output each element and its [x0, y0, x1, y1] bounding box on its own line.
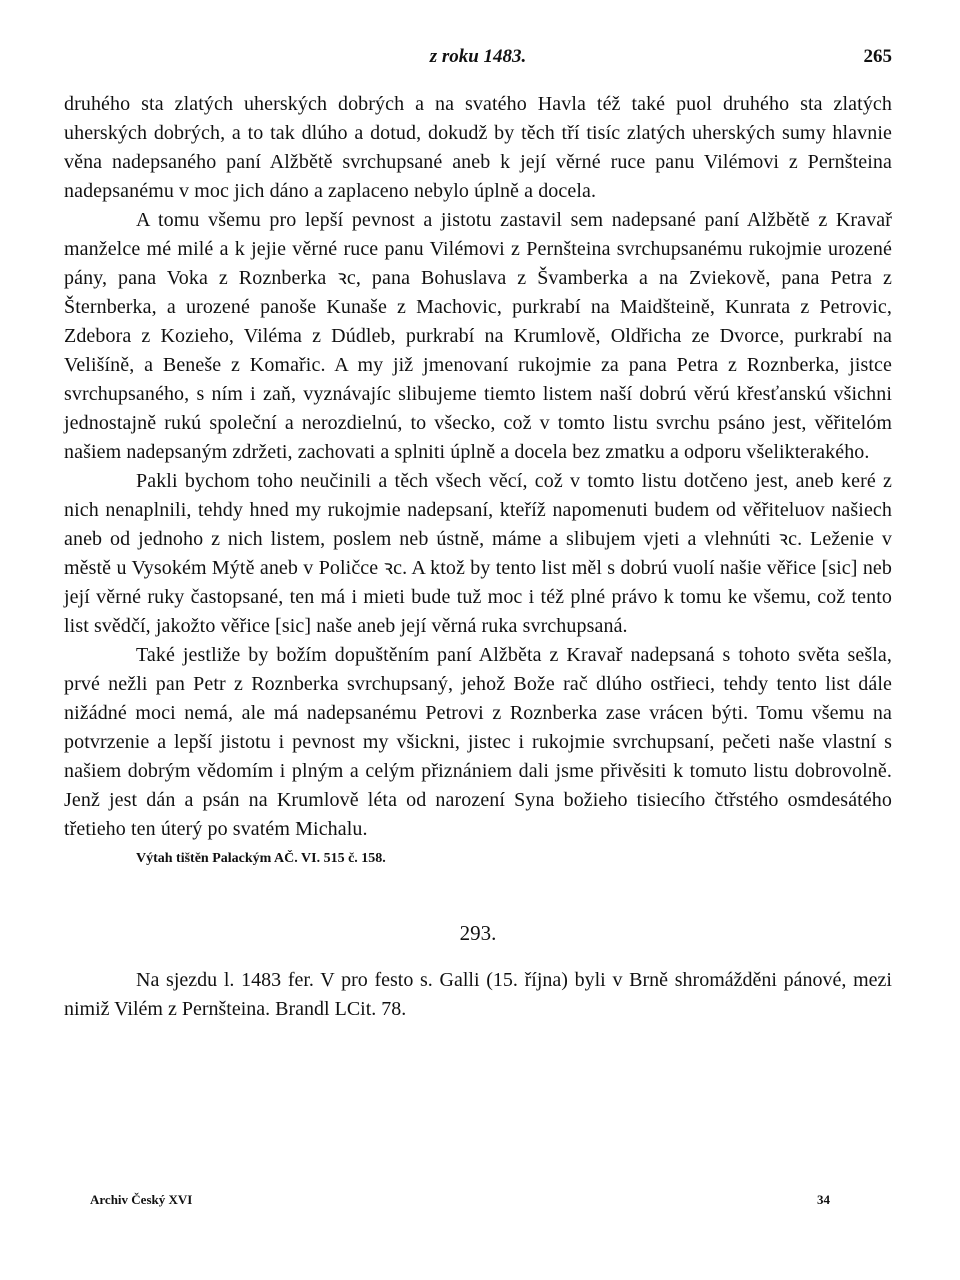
- running-head: [64, 40, 892, 76]
- book-page: [64, 40, 892, 1024]
- document-number: 293.: [459, 921, 497, 945]
- paragraph-continuation: druhého sta zlatých uherských dobrých a na svatého Havla též také puol druhého sta zlatých uherských dobrých, a to tak dlúho a dotud, dokudž by těch tří tisíc zlatých uherských sumy hlavnie věna nadepsaného paní Alžbětě svrchupsané aneb k její věrné ruce panu Vilémovi z Pernšteina nadepsanému v moc jich dáno a zaplaceno nebylo úplně a docela.: [64, 93, 892, 202]
- document-abstract: [64, 966, 892, 1024]
- paragraph-obligations: Pakli bychom toho neučinili a těch všech věcí, což v tomto listu dotčeno jest, aneb keré z nich nenaplnili, tehdy hned my rukojmie nadepsaní, kteříž napomenuti budem od věřiteluov našiech aneb od jednoho z nich listem, poslem neb ústně, máme a slibujem vjeti a vlehnúti ꝛc. Leženie v městě u Vysokém Mýtě aneb v Poličce ꝛc. A ktož by tento list měl s dobrú vuolí našie věřice [sic] neb její věrné ruky častopsané, ten má i mieti bude tuž moc i též plné právo k tomu ke všemu, což tento list svědčí, jakožto věřice [sic] naše aneb její věrná ruka svrchupsaná.: [64, 470, 892, 637]
- document-body: [64, 90, 892, 844]
- page-footer: [90, 1192, 830, 1212]
- paragraph-conclusion: Také jestliže by božím dopuštěním paní Alžběta z Kravař nadepsaná s tohoto světa sešla, prvé nežli pan Petr z Roznberka svrchupsaný, jehož Bože rač dlúho ostřieci, tehdy tento list dále nižádné moci nemá, ale má nadepsanému Petrovi z Roznberka zase vrácen býti. Tomu všemu na potvrzenie a lepší jistotu i pevnost my všickni, jistec i rukojmie svrchupsaní, pečeti naše vlastní s našiem dobrým vědomím i plným a celým přiznániem dali jsme přivěsiti k tomuto listu dobrovolně. Jenž jest dán a psán na Krumlově léta od narození Syna božieho tisiecího čtřstého osmdesátého třetieho ten úterý po svatém Michalu.: [64, 644, 892, 840]
- page-number: 265: [863, 46, 892, 67]
- paragraph-guarantors: A tomu všemu pro lepší pevnost a jistotu zastavil sem nadepsané paní Alžbětě z Kravař manželce mé milé a k jejie věrné ruce panu Vilémovi z Pernšteina svrchupsanému rukojmie urozené pány, pana Voka z Roznberka ꝛc, pana Bohuslava z Švamberka a na Zviekově, pana Petra z Šternberka, a urozené panoše Kunaše z Machovic, purkrabí na Maidšteině, Kunrata z Petrovic, Zdebora z Kozieho, Viléma z Dúdleb, purkrabí na Krumlově, Oldřicha ze Dvorce, purkrabí na Velišíně, a Beneše z Komařic. A my již jmenovaní rukojmie za pana Petra z Roznberka, jistce svrchupsaného, s ním i zaň, vyznávajíc slibujeme tiemto listem naší dobrú věrú křesťanskú všichni jednostajně rukú společní a nerozdielnú, to všecko, což v tomto listu svrchu psáno jest, věřitelóm našiem nadepsaným zdržeti, zachovati a splniti úplně a docela bez zmatku a odporu všelikterakého.: [64, 209, 892, 463]
- running-title: z roku 1483.: [429, 46, 527, 67]
- abstract-text: Na sjezdu l. 1483 fer. V pro festo s. Galli (15. října) byli v Brně shromážděni pánové, mezi nimiž Vilém z Pernšteina. Brandl LCit. 78.: [64, 969, 892, 1020]
- source-note: Výtah tištěn Palackým AČ. VI. 515 č. 158.: [136, 851, 386, 866]
- signature-mark: 34: [817, 1192, 830, 1207]
- signature-title: Archiv Český XVI: [90, 1192, 193, 1207]
